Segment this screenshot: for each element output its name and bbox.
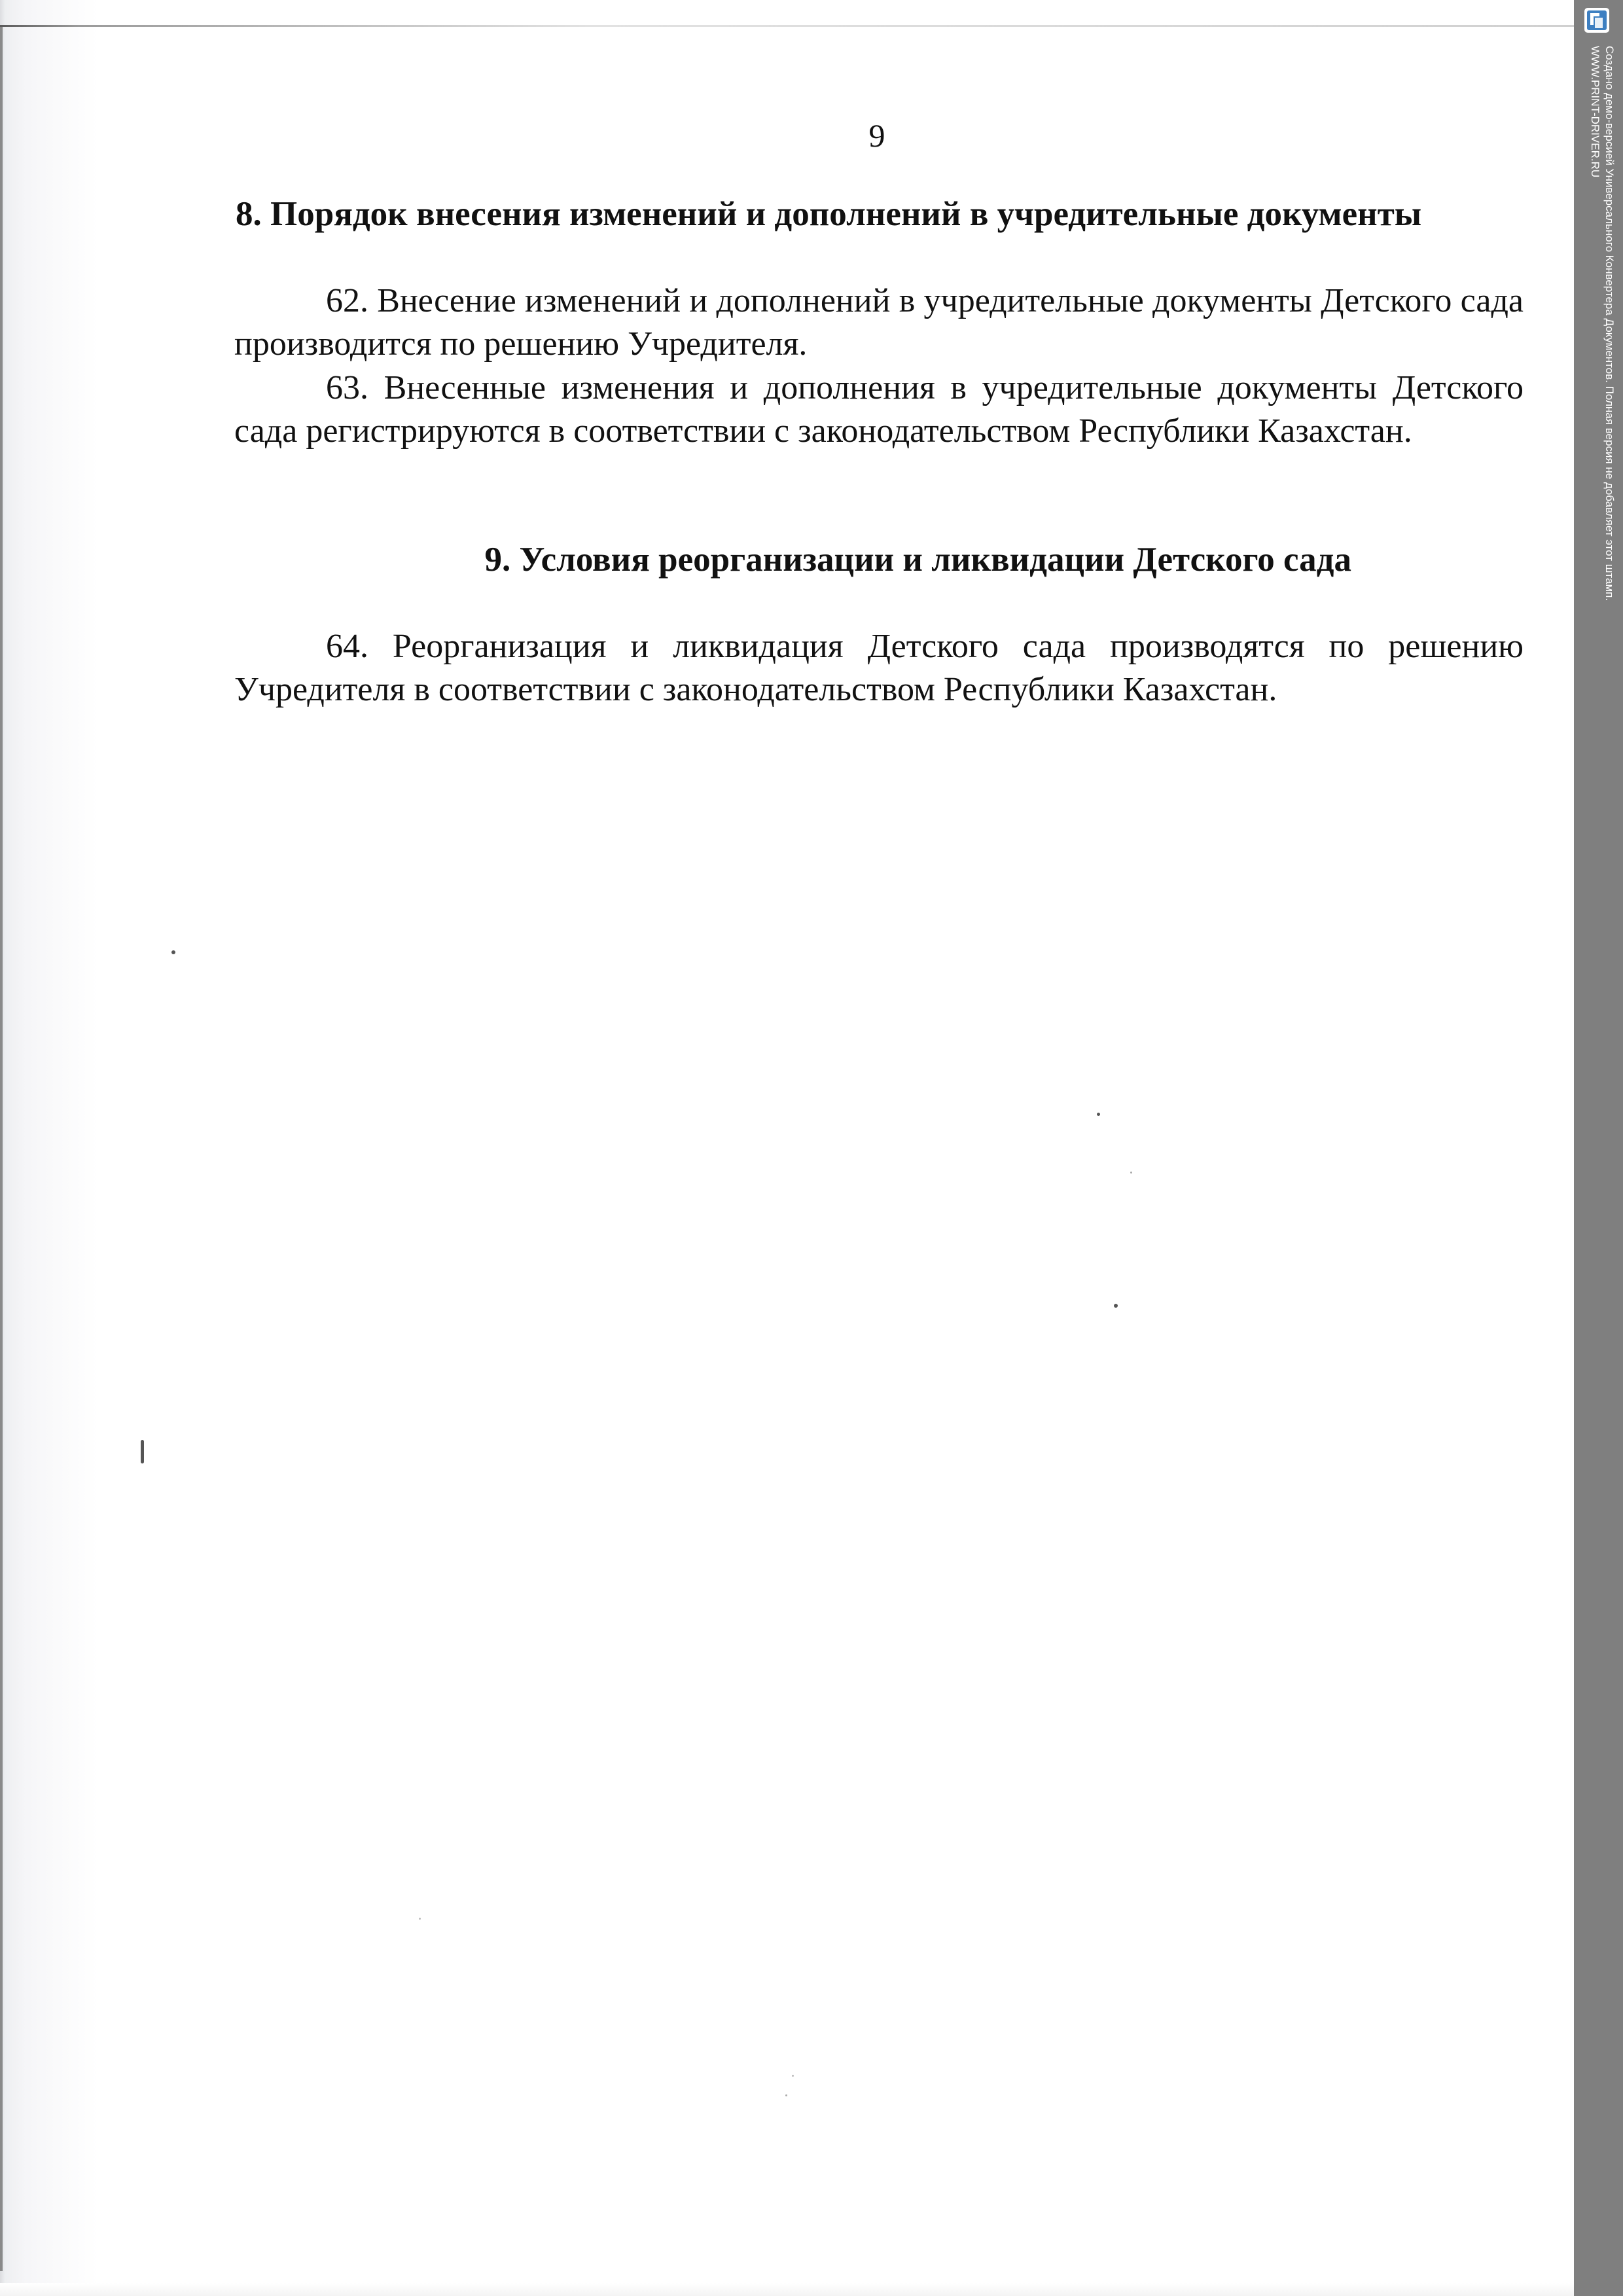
scan-speck — [141, 1440, 144, 1463]
scan-speck — [419, 1918, 421, 1920]
scan-speck — [1130, 1172, 1132, 1174]
scan-edge-top — [0, 25, 1574, 27]
section-9-heading: 9. Условия реорганизации и ликвидации Детского сада — [484, 541, 1351, 579]
document-converter-logo-icon — [1583, 7, 1611, 34]
scan-speck — [1114, 1304, 1118, 1308]
scan-speck — [792, 2075, 794, 2077]
scan-speck — [1097, 1113, 1100, 1116]
watermark-line-2: WWW.PRINT-DRIVER.RU — [1589, 46, 1601, 178]
scan-speck — [785, 2094, 787, 2096]
watermark-text — [1577, 46, 1616, 601]
page-number: 9 — [868, 117, 885, 154]
scan-edge-left — [0, 26, 3, 2271]
scan-speck — [171, 950, 175, 954]
scan-shadow-left — [0, 0, 98, 2296]
watermark-line-1: Создано демо-версией Универсального Конвертера Документов. Полная версия не добавляет этот штамп. — [1603, 46, 1616, 601]
paragraph-64: 64. Реорганизация и ликвидация Детского сада производятся по решению Учредителя в соответствии с законодательством Республики Казахстан. — [234, 628, 1524, 708]
section-8-heading: 8. Порядок внесения изменений и дополнений в учредительные документы — [236, 195, 1422, 233]
paragraph-62: 62. Внесение изменений и дополнений в учредительные документы Детского сада производится по решению Учредителя. — [234, 282, 1524, 363]
scan-edge-bottom — [0, 2283, 1574, 2296]
paragraph-63: 63. Внесенные изменения и дополнения в учредительные документы Детского сада регистрируются в соответствии с законодательством Республики Казахстан. — [234, 369, 1524, 450]
